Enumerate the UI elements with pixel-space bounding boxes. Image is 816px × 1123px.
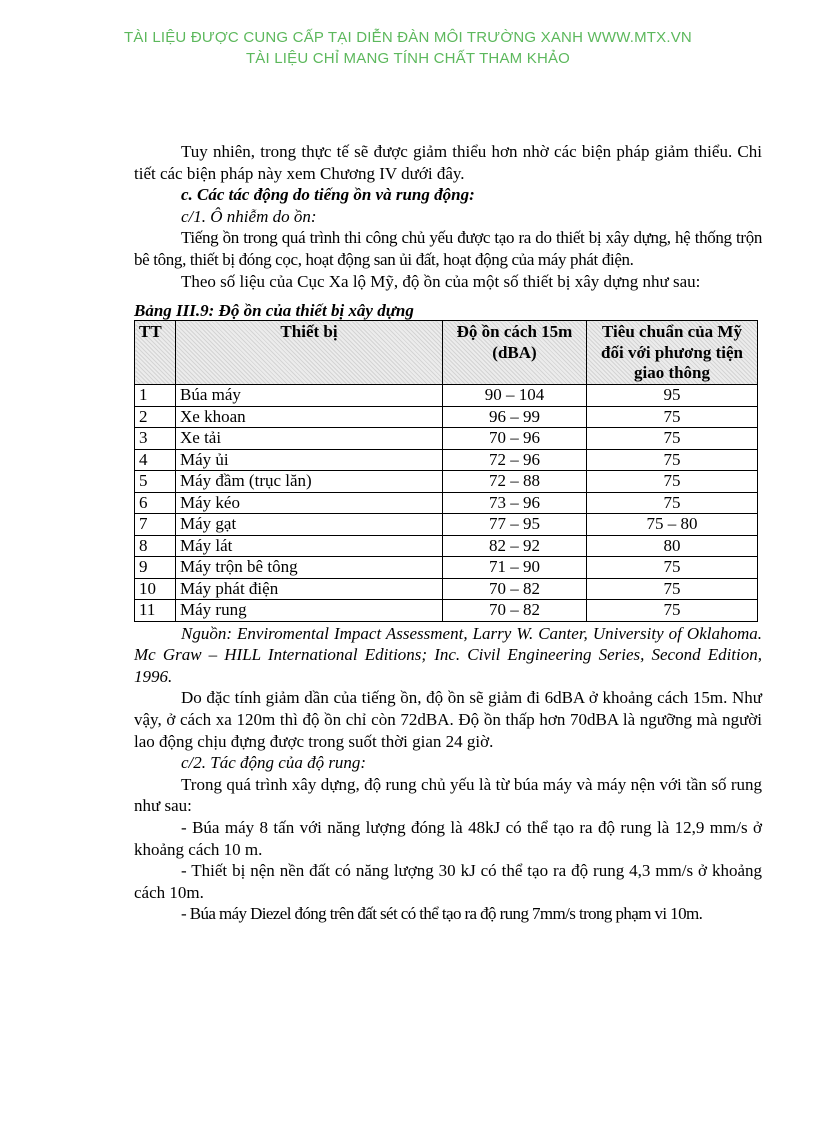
subsection-heading-c1: c/1. Ô nhiễm do ồn:	[181, 206, 317, 226]
header-equipment: Thiết bị	[176, 321, 443, 385]
cell-tt: 4	[135, 449, 176, 471]
cell-equipment: Máy đầm (trục lăn)	[176, 471, 443, 493]
cell-standard: 95	[587, 385, 758, 407]
paragraph-intro: Tuy nhiên, trong thực tế sẽ được giảm thiểu hơn nhờ các biện pháp giảm thiểu. Chi tiết các biện pháp này xem Chương IV dưới đây.	[134, 142, 762, 183]
cell-standard: 75	[587, 492, 758, 514]
cell-equipment: Xe tải	[176, 428, 443, 450]
header-noise-level: Độ ồn cách 15m (dBA)	[443, 321, 587, 385]
cell-tt: 7	[135, 514, 176, 536]
cell-noise: 70 – 96	[443, 428, 587, 450]
table-row	[135, 600, 758, 622]
header-us-standard: Tiêu chuẩn của Mỹ đối với phương tiện giao thông	[587, 321, 758, 385]
cell-equipment: Máy ủi	[176, 449, 443, 471]
cell-noise: 72 – 96	[443, 449, 587, 471]
cell-standard: 75	[587, 557, 758, 579]
bullet-vibration-3: - Búa máy Diezel đóng trên đất sét có thể tạo ra độ rung 7mm/s trong phạm vi 10m.	[181, 904, 703, 924]
cell-noise: 73 – 96	[443, 492, 587, 514]
cell-standard: 75 – 80	[587, 514, 758, 536]
cell-equipment: Máy gạt	[176, 514, 443, 536]
table-row	[135, 471, 758, 493]
cell-noise: 70 – 82	[443, 578, 587, 600]
cell-standard: 75	[587, 406, 758, 428]
cell-equipment: Xe khoan	[176, 406, 443, 428]
table-row	[135, 406, 758, 428]
cell-equipment: Máy phát điện	[176, 578, 443, 600]
cell-noise: 70 – 82	[443, 600, 587, 622]
table-source-note: Nguồn: Enviromental Impact Assessment, Larry W. Canter, University of Oklahoma. Mc Graw – HILL International Editions; Inc. Civil Engineering Series, Second Edition, 1996.	[134, 623, 762, 686]
paragraph-table-intro: Theo số liệu của Cục Xa lộ Mỹ, độ ồn của một số thiết bị xây dựng như sau:	[181, 271, 701, 291]
paragraph-noise-attenuation: Do đặc tính giảm dần của tiếng ồn, độ ồn sẽ giảm đi 6dBA ở khoảng cách 15m. Như vậy, ở cách xa 120m thì độ ồn chỉ còn 72dBA. Độ ồn thấp hơn 70dBA là ngưỡng mà người lao động chịu đựng được trong suốt thời gian 24 giờ.	[134, 688, 762, 751]
cell-standard: 75	[587, 471, 758, 493]
cell-equipment: Máy kéo	[176, 492, 443, 514]
paragraph-vibration-intro: Trong quá trình xây dựng, độ rung chủ yếu là từ búa máy và máy nện với tần số rung như sau:	[134, 774, 762, 816]
cell-equipment: Búa máy	[176, 385, 443, 407]
cell-standard: 80	[587, 535, 758, 557]
header-line-1: TÀI LIỆU ĐƯỢC CUNG CẤP TẠI DIỄN ĐÀN MÔI TRƯỜNG XANH WWW.MTX.VN	[124, 29, 692, 46]
cell-tt: 6	[135, 492, 176, 514]
cell-noise: 77 – 95	[443, 514, 587, 536]
cell-noise: 90 – 104	[443, 385, 587, 407]
cell-standard: 75	[587, 428, 758, 450]
cell-standard: 75	[587, 578, 758, 600]
noise-table	[134, 320, 758, 622]
cell-noise: 71 – 90	[443, 557, 587, 579]
bullet-vibration-2: - Thiết bị nện nền đất có năng lượng 30 kJ có thể tạo ra độ rung 4,3 mm/s ở khoảng cách 10m.	[134, 861, 762, 902]
subsection-heading-c2: c/2. Tác động của độ rung:	[181, 753, 367, 773]
header-line-2: TÀI LIỆU CHỈ MANG TÍNH CHẤT THAM KHẢO	[245, 50, 571, 67]
cell-equipment: Máy rung	[176, 600, 443, 622]
table-row	[135, 449, 758, 471]
document-body	[134, 141, 762, 925]
cell-noise: 82 – 92	[443, 535, 587, 557]
table-row	[135, 428, 758, 450]
table-caption: Bảng III.9: Độ ồn của thiết bị xây dựng	[134, 301, 414, 321]
cell-noise: 72 – 88	[443, 471, 587, 493]
cell-tt: 1	[135, 385, 176, 407]
cell-tt: 9	[135, 557, 176, 579]
section-heading-c: c. Các tác động do tiếng ồn và rung động:	[181, 185, 475, 205]
cell-standard: 75	[587, 449, 758, 471]
cell-tt: 2	[135, 406, 176, 428]
cell-equipment: Máy lát	[176, 535, 443, 557]
table-header-row	[135, 321, 758, 385]
table-row	[135, 492, 758, 514]
table-row	[135, 578, 758, 600]
table-row	[135, 535, 758, 557]
bullet-vibration-1: - Búa máy 8 tấn với năng lượng đóng là 48kJ có thể tạo ra độ rung là 12,9 mm/s ở khoảng cách 10 m.	[134, 818, 762, 859]
cell-noise: 96 – 99	[443, 406, 587, 428]
table-row	[135, 557, 758, 579]
cell-tt: 10	[135, 578, 176, 600]
cell-tt: 11	[135, 600, 176, 622]
cell-tt: 3	[135, 428, 176, 450]
header-tt: TT	[135, 321, 176, 385]
table-row	[135, 514, 758, 536]
cell-tt: 8	[135, 535, 176, 557]
paragraph-noise-sources: Tiếng ồn trong quá trình thi công chủ yếu được tạo ra do thiết bị xây dựng, hệ thống trộn bê tông, thiết bị đóng cọc, hoạt động san ủi đất, hoạt động của máy phát điện.	[134, 228, 762, 269]
cell-equipment: Máy trộn bê tông	[176, 557, 443, 579]
cell-standard: 75	[587, 600, 758, 622]
cell-tt: 5	[135, 471, 176, 493]
table-row	[135, 385, 758, 407]
